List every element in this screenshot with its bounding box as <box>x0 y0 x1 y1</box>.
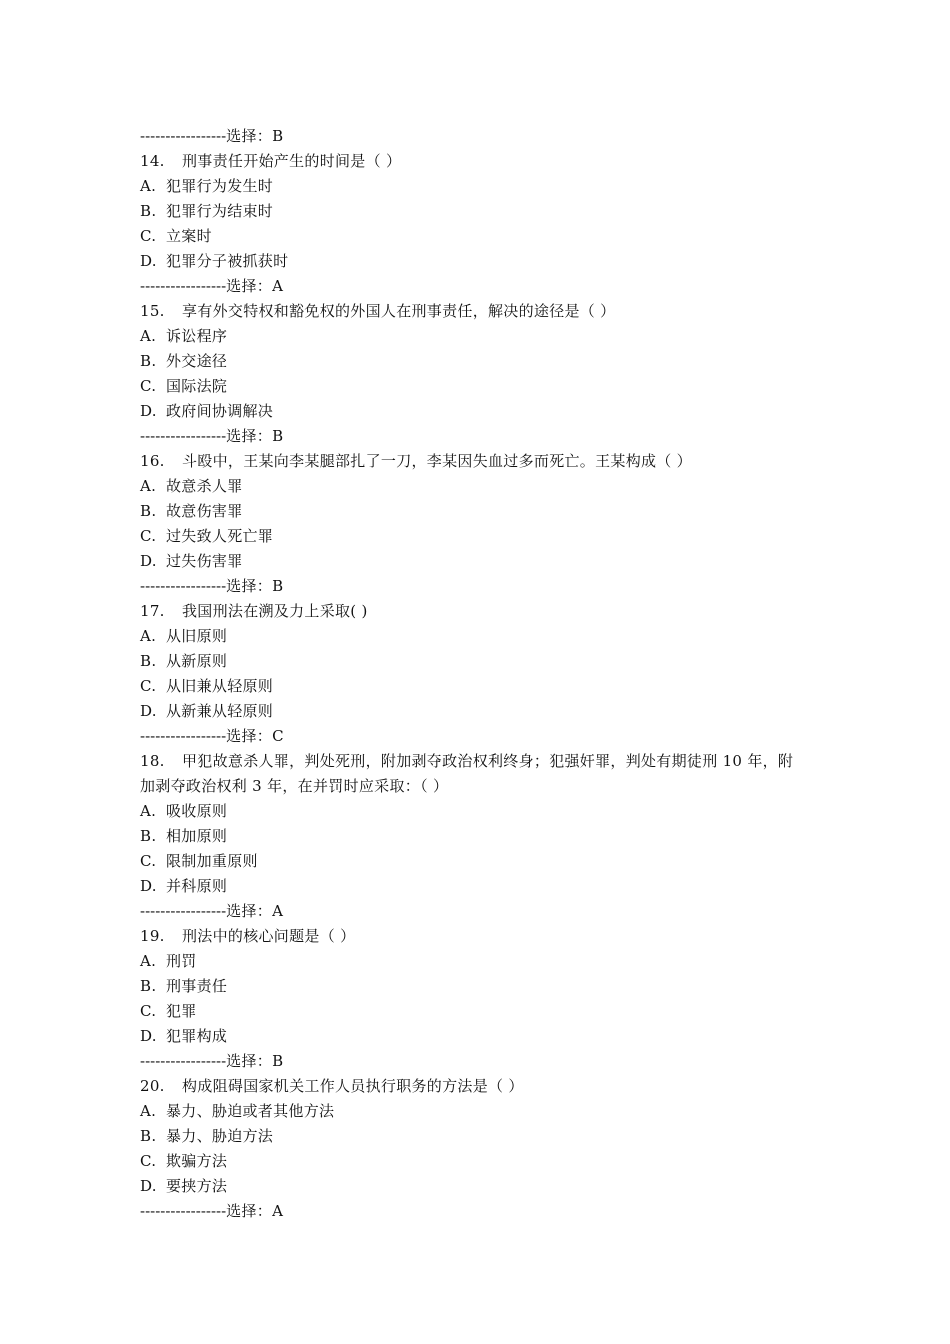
option-line <box>140 1099 830 1124</box>
option-text: 刑事责任 <box>166 977 228 995</box>
question-text: 我国刑法在溯及力上采取( ) <box>182 602 368 620</box>
question-line <box>140 924 830 949</box>
option-line <box>140 1124 830 1149</box>
question-number: 17. <box>140 602 165 620</box>
option-label: C. <box>140 852 157 870</box>
document-body <box>140 124 830 1224</box>
option-line <box>140 374 830 399</box>
answer-dashes: ----------------- <box>140 577 227 595</box>
option-label: B. <box>140 502 157 520</box>
option-label: B. <box>140 202 157 220</box>
question-line <box>140 749 830 774</box>
answer-line <box>140 899 830 924</box>
option-line <box>140 874 830 899</box>
answer-line <box>140 424 830 449</box>
option-label: A. <box>140 802 157 820</box>
question-line <box>140 599 830 624</box>
option-text: 并科原则 <box>166 877 228 895</box>
question-block <box>140 599 830 749</box>
answer-line <box>140 1199 830 1224</box>
answer-dashes: ----------------- <box>140 1052 227 1070</box>
option-line <box>140 549 830 574</box>
option-text: 国际法院 <box>166 377 228 395</box>
option-text: 刑罚 <box>166 952 197 970</box>
option-text: 犯罪 <box>166 1002 197 1020</box>
option-line <box>140 699 830 724</box>
question-line <box>140 149 830 174</box>
question-text: 甲犯故意杀人罪，判处死刑，附加剥夺政治权利终身；犯强奸罪，判处有期徒刑 10 年，附 <box>182 752 794 770</box>
option-text: 从旧兼从轻原则 <box>166 677 274 695</box>
option-line <box>140 1174 830 1199</box>
option-line <box>140 849 830 874</box>
answer-dashes: ----------------- <box>140 1202 227 1220</box>
option-text: 故意杀人罪 <box>166 477 243 495</box>
option-label: C. <box>140 677 157 695</box>
option-label: A. <box>140 477 157 495</box>
option-text: 要挟方法 <box>166 1177 228 1195</box>
option-label: A. <box>140 627 157 645</box>
option-text: 限制加重原则 <box>166 852 258 870</box>
option-label: B. <box>140 652 157 670</box>
option-label: A. <box>140 952 157 970</box>
answer-dashes: ----------------- <box>140 902 227 920</box>
answer-text: 选择：A <box>226 277 284 295</box>
option-label: D. <box>140 402 157 420</box>
question-number: 18. <box>140 752 165 770</box>
option-text: 暴力、胁迫方法 <box>166 1127 274 1145</box>
answer-line <box>140 724 830 749</box>
option-line <box>140 649 830 674</box>
answer-text: 选择：A <box>226 902 284 920</box>
option-label: B. <box>140 827 157 845</box>
option-label: D. <box>140 252 157 270</box>
question-block <box>140 749 830 924</box>
question-line <box>140 449 830 474</box>
option-label: B. <box>140 1127 157 1145</box>
question-text: 刑事责任开始产生的时间是（ ） <box>182 152 402 170</box>
option-text: 过失伤害罪 <box>166 552 243 570</box>
question-number: 14. <box>140 152 165 170</box>
option-line <box>140 949 830 974</box>
answer-text: 选择：B <box>226 1052 284 1070</box>
question-number: 19. <box>140 927 165 945</box>
option-line <box>140 974 830 999</box>
option-label: A. <box>140 1102 157 1120</box>
question-text: 构成阻碍国家机关工作人员执行职务的方法是（ ） <box>182 1077 524 1095</box>
option-label: B. <box>140 352 157 370</box>
question-text: 享有外交特权和豁免权的外国人在刑事责任，解决的途径是（ ） <box>182 302 616 320</box>
option-line <box>140 349 830 374</box>
option-text: 政府间协调解决 <box>166 402 274 420</box>
option-label: C. <box>140 1002 157 1020</box>
option-text: 暴力、胁迫或者其他方法 <box>166 1102 335 1120</box>
option-line <box>140 399 830 424</box>
question-block <box>140 449 830 599</box>
option-line <box>140 249 830 274</box>
option-label: C. <box>140 527 157 545</box>
option-text: 吸收原则 <box>166 802 228 820</box>
answer-text: 选择：B <box>226 127 284 145</box>
option-line <box>140 1024 830 1049</box>
question-block <box>140 149 830 299</box>
question-text: 斗殴中，王某向李某腿部扎了一刀，李某因失血过多而死亡。王某构成（ ） <box>182 452 692 470</box>
option-text: 诉讼程序 <box>166 327 228 345</box>
answer-dashes: ----------------- <box>140 127 227 145</box>
option-label: A. <box>140 177 157 195</box>
option-line <box>140 324 830 349</box>
option-line <box>140 499 830 524</box>
answer-text: 选择：B <box>226 427 284 445</box>
option-label: B. <box>140 977 157 995</box>
answer-dashes: ----------------- <box>140 727 227 745</box>
option-line <box>140 474 830 499</box>
question-number: 16. <box>140 452 165 470</box>
answer-line <box>140 1049 830 1074</box>
question-line <box>140 299 830 324</box>
option-text: 欺骗方法 <box>166 1152 228 1170</box>
option-label: D. <box>140 552 157 570</box>
question-block <box>140 299 830 449</box>
option-line <box>140 624 830 649</box>
option-text: 从旧原则 <box>166 627 228 645</box>
option-text: 犯罪构成 <box>166 1027 228 1045</box>
option-line <box>140 999 830 1024</box>
option-text: 相加原则 <box>166 827 228 845</box>
option-line <box>140 224 830 249</box>
option-label: C. <box>140 377 157 395</box>
option-line <box>140 524 830 549</box>
option-line <box>140 824 830 849</box>
question-line <box>140 1074 830 1099</box>
question-number: 20. <box>140 1077 165 1095</box>
answer-text: 选择：B <box>226 577 284 595</box>
question-number: 15. <box>140 302 165 320</box>
question-block <box>140 1074 830 1224</box>
option-text: 外交途径 <box>166 352 228 370</box>
option-line <box>140 174 830 199</box>
option-text: 犯罪分子被抓获时 <box>166 252 289 270</box>
option-label: C. <box>140 1152 157 1170</box>
option-label: A. <box>140 327 157 345</box>
answer-dashes: ----------------- <box>140 277 227 295</box>
answer-text: 选择：A <box>226 1202 284 1220</box>
question-line-continued <box>140 774 830 799</box>
option-label: D. <box>140 702 157 720</box>
option-text: 从新兼从轻原则 <box>166 702 274 720</box>
option-label: D. <box>140 1027 157 1045</box>
option-label: C. <box>140 227 157 245</box>
question-text: 刑法中的核心问题是（ ） <box>182 927 356 945</box>
answer-line <box>140 124 830 149</box>
option-text: 立案时 <box>166 227 212 245</box>
answer-dashes: ----------------- <box>140 427 227 445</box>
option-text: 犯罪行为结束时 <box>166 202 274 220</box>
option-label: D. <box>140 1177 157 1195</box>
answer-line <box>140 574 830 599</box>
option-line <box>140 1149 830 1174</box>
question-block <box>140 924 830 1074</box>
option-line <box>140 799 830 824</box>
option-label: D. <box>140 877 157 895</box>
option-text: 犯罪行为发生时 <box>166 177 274 195</box>
option-text: 过失致人死亡罪 <box>166 527 274 545</box>
option-text: 从新原则 <box>166 652 228 670</box>
option-text: 故意伤害罪 <box>166 502 243 520</box>
answer-text: 选择：C <box>226 727 284 745</box>
option-line <box>140 199 830 224</box>
question-text: 加剥夺政治权利 3 年，在并罚时应采取：（ ） <box>140 777 449 795</box>
answer-line <box>140 274 830 299</box>
option-line <box>140 674 830 699</box>
